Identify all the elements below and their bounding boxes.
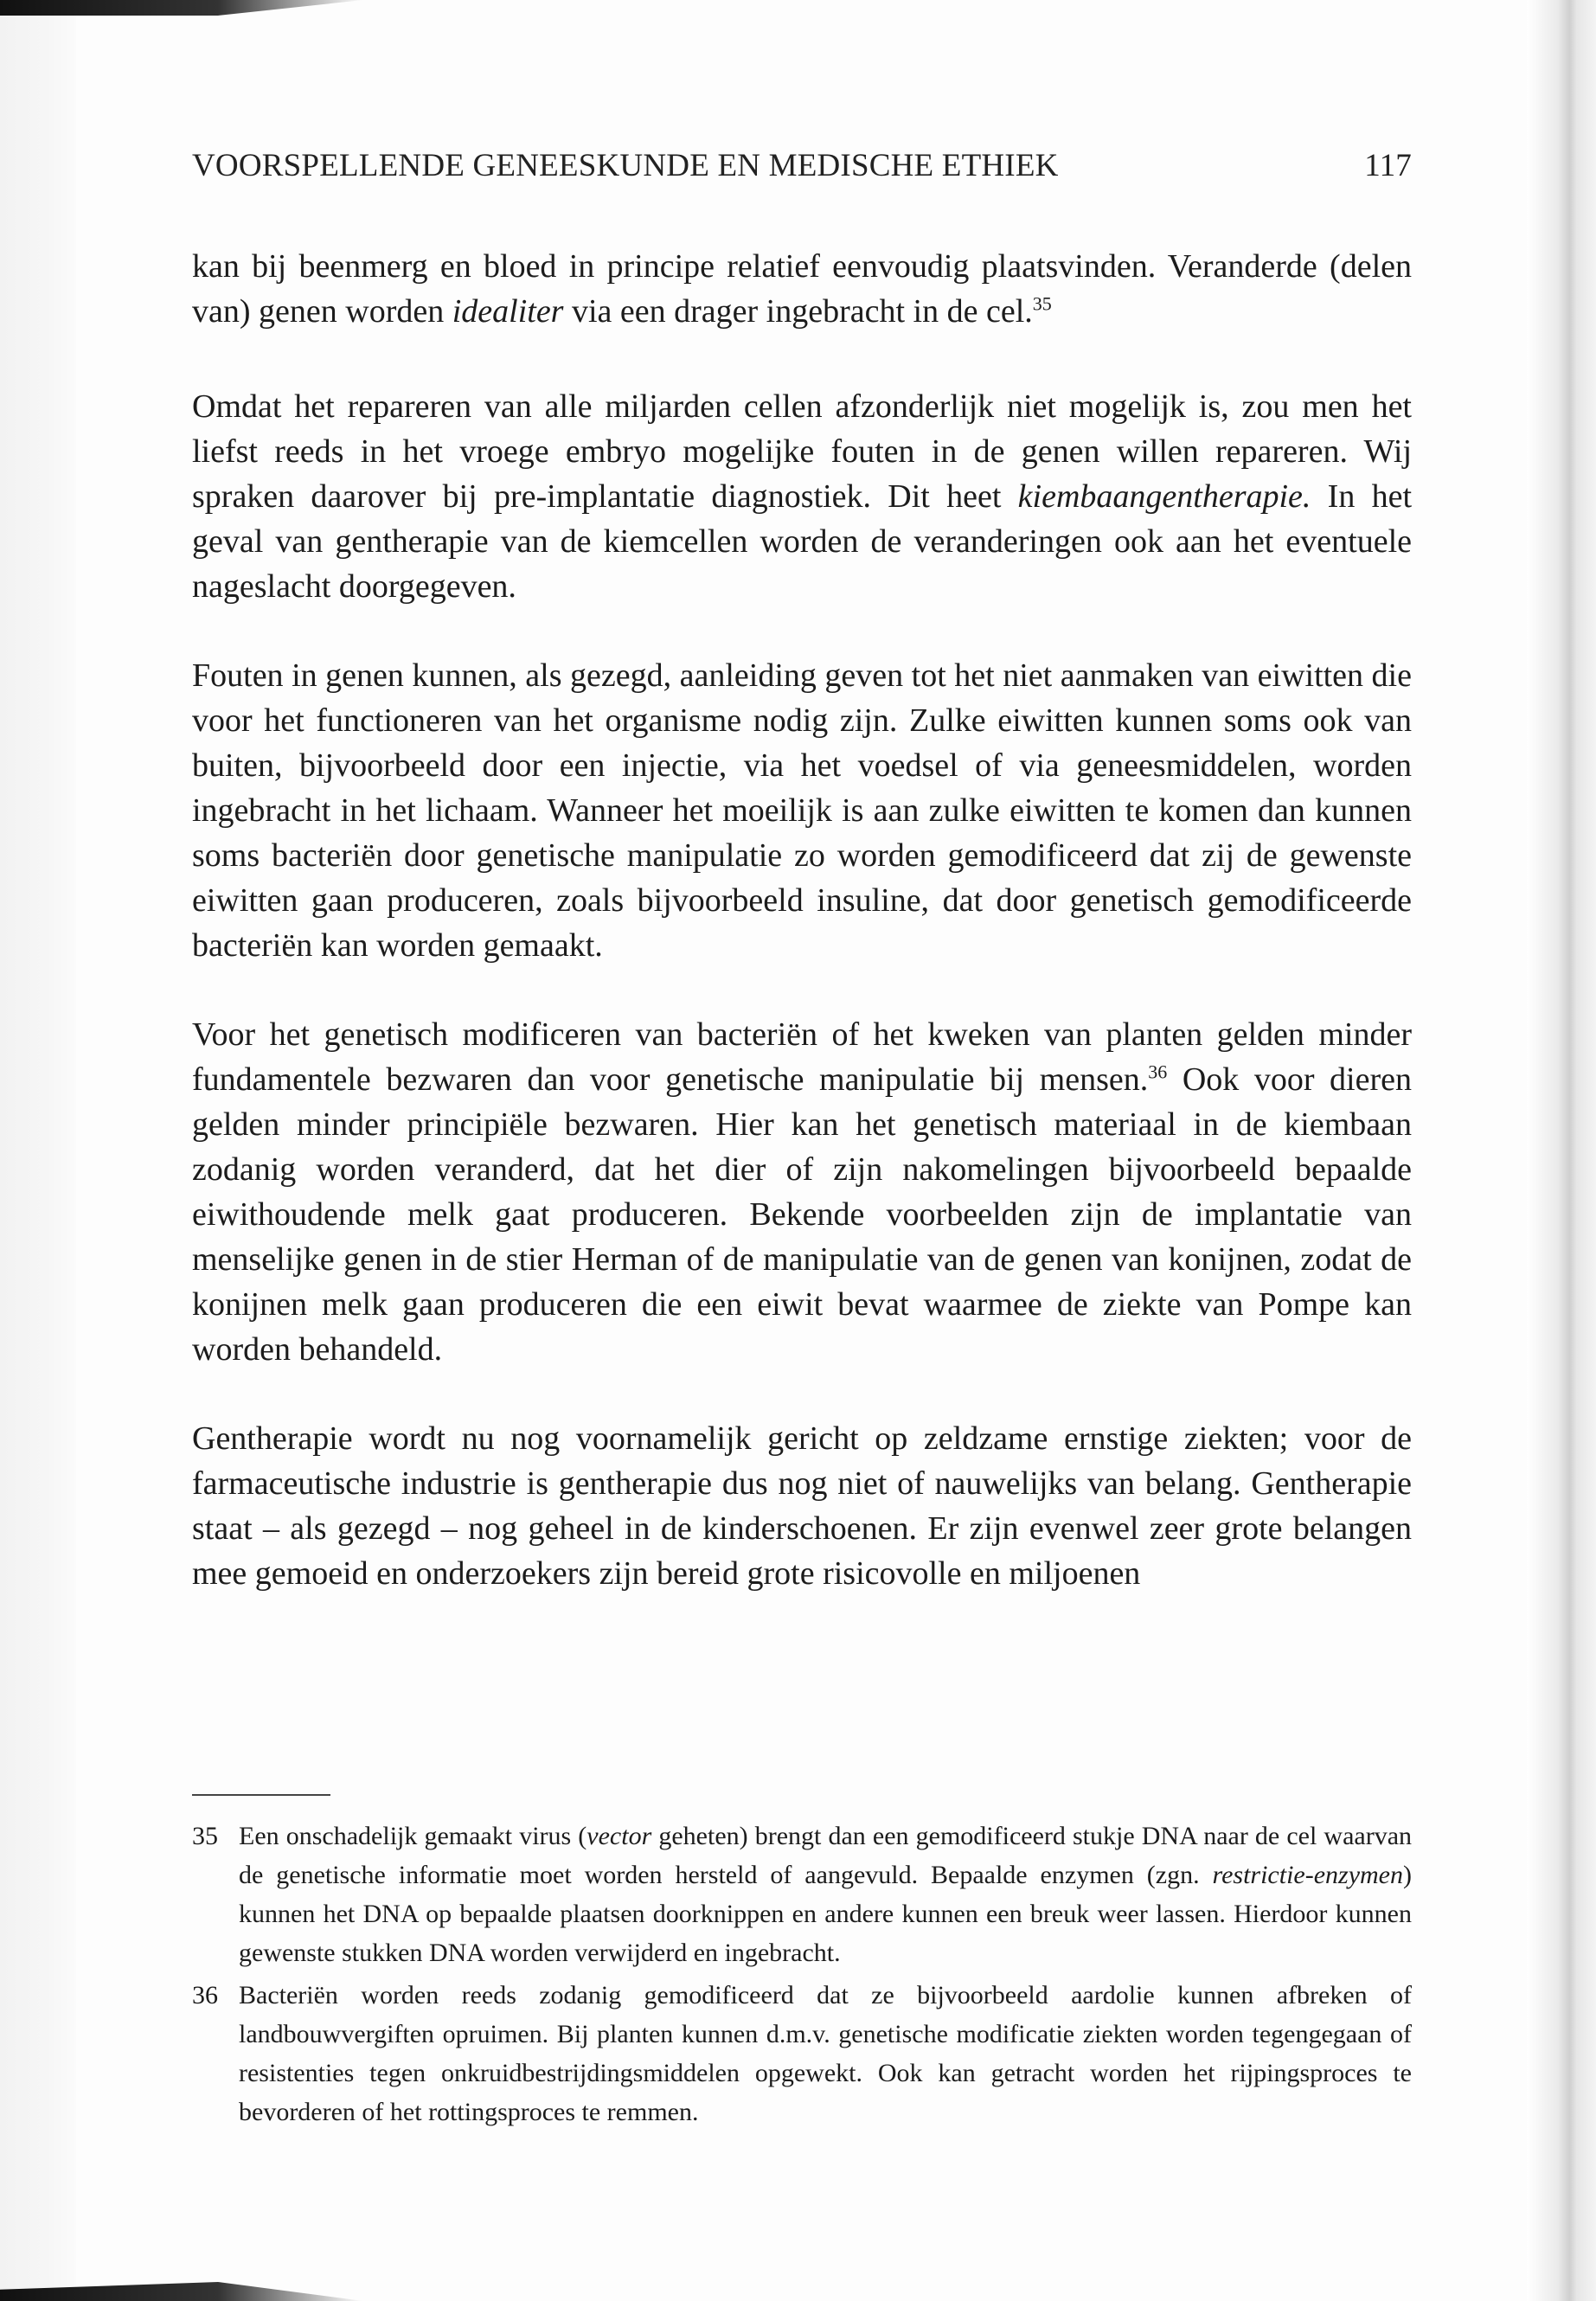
footnote-35-italic-vector: vector xyxy=(586,1822,652,1850)
paragraph-1-italic: idealiter xyxy=(452,293,564,330)
footnote-ref-35[interactable]: 35 xyxy=(1032,292,1052,315)
footnote-35-italic-restriction: restrictie-enzymen xyxy=(1212,1861,1403,1889)
paragraph-1 xyxy=(192,244,1412,334)
running-head-title: VOORSPELLENDE GENEESKUNDE EN MEDISCHE ETHIEK xyxy=(192,148,1059,183)
scan-edge-shadow xyxy=(1527,0,1596,2301)
footnote-text: Bacteriën worden reeds zodanig gemodificeerd dat ze bijvoorbeeld aardolie kunnen afbreken of landbouwvergiften opruimen. Bij planten kunnen d.m.v. genetische modificatie ziekten worden tegengegaan of resistenties tegen onkruidbestrijdingsmiddelen opgewekt. Ook kan getracht worden het rijpingsproces te bevorderen of het rottingsproces te remmen. xyxy=(239,1981,1412,2126)
footnote-35 xyxy=(192,1817,1412,1972)
paragraph-5: Gentherapie wordt nu nog voornamelijk gericht op zeldzame ernstige ziekten; voor de farmaceutische industrie is gentherapie dus nog niet of nauwelijks van belang. Gentherapie staat – als gezegd – nog geheel in de kinderschoenen. Er zijn evenwel zeer grote belangen mee gemoeid en onderzoekers zijn bereid grote risicovolle en miljoenen xyxy=(192,1420,1412,1592)
footnote-number: 36 xyxy=(192,1981,218,2009)
footnote-35-text-a: Een onschadelijk gemaakt virus ( xyxy=(239,1822,587,1850)
paragraph-3: Fouten in genen kunnen, als gezegd, aanleiding geven tot het niet aanmaken van eiwitten die voor het functioneren van het organisme nodig zijn. Zulke eiwitten kunnen soms ook van buiten, bijvoorbeeld door een injectie, via het voedsel of via geneesmiddelen, worden ingebracht in het lichaam. Wanneer het moeilijk is aan zulke eiwitten te komen dan kunnen soms bacteriën door genetische manipulatie zo worden gemodificeerd dat zij de gewenste eiwitten gaan produceren, zoals bijvoorbeeld insuline, dat door genetisch gemodificeerde bacteriën kan worden gemaakt. xyxy=(192,657,1412,964)
footnote-36 xyxy=(192,1976,1412,2131)
paragraph-1-text-c: via een drager ingebracht in de cel. xyxy=(563,293,1033,330)
paragraph-2-text-a: Omdat het repareren van alle miljarden cellen afzonderlijk niet mogelijk is, zou men het liefst reeds in het vroege embryo mogelijke fouten in de genen willen repareren. Wij spraken daarover bij pre-implantatie diagnostiek. Dit heet xyxy=(192,388,1412,515)
scan-gutter-shadow xyxy=(0,0,76,2301)
footnotes xyxy=(192,1817,1412,2135)
footnote-divider xyxy=(192,1794,330,1796)
paragraph-4 xyxy=(192,1012,1412,1372)
footnote-35-text-c: geheten) brengt dan een gemodificeerd stukje DNA naar de cel waarvan de genetische informatie moet worden hersteld of aangevuld. Bepaalde enzymen (zgn. xyxy=(239,1822,1413,1889)
paragraph-4-text-b: Ook voor dieren gelden minder principiële bezwaren. Hier kan het genetisch materiaal in de kiembaan zodanig worden veranderd, dat het dier of zijn nakomelingen bijvoorbeeld bepaalde eiwithoudende melk gaat produceren. Bekende voorbeelden zijn de implantatie van menselijke genen in de stier Herman of de manipulatie van de genen van konijnen, zodat de konijnen melk gaan produceren die een eiwit bevat waarmee de ziekte van Pompe kan worden behandeld. xyxy=(192,1061,1412,1368)
scan-corner-top xyxy=(0,0,363,16)
footnote-text xyxy=(239,1817,1412,1972)
paragraph-2-italic: kiembaangentherapie. xyxy=(1017,478,1311,515)
paragraph-2-text-c: In het geval van gentherapie van de kiemcellen worden de veranderingen ook aan het eventuele nageslacht doorgegeven. xyxy=(192,478,1413,605)
running-head xyxy=(192,147,1412,190)
body-text xyxy=(192,244,1412,1640)
paragraph-1-text-a: kan bij beenmerg en bloed in principe relatief eenvoudig plaatsvinden. Veranderde (delen van) genen worden xyxy=(192,248,1412,330)
footnote-number: 35 xyxy=(192,1822,218,1850)
page-number: 117 xyxy=(1364,148,1412,183)
paragraph-4-text-a: Voor het genetisch modificeren van bacteriën of het kweken van planten gelden minder fundamentele bezwaren dan voor genetische manipulatie bij mensen. xyxy=(192,1016,1412,1098)
paragraph-2 xyxy=(192,384,1412,609)
footnote-35-text-e: ) kunnen het DNA op bepaalde plaatsen doorknippen en andere kunnen een breuk weer lassen. Hierdoor kunnen gewenste stukken DNA worden verwijderd en ingebracht. xyxy=(239,1861,1412,1967)
footnote-ref-36[interactable]: 36 xyxy=(1148,1061,1168,1083)
